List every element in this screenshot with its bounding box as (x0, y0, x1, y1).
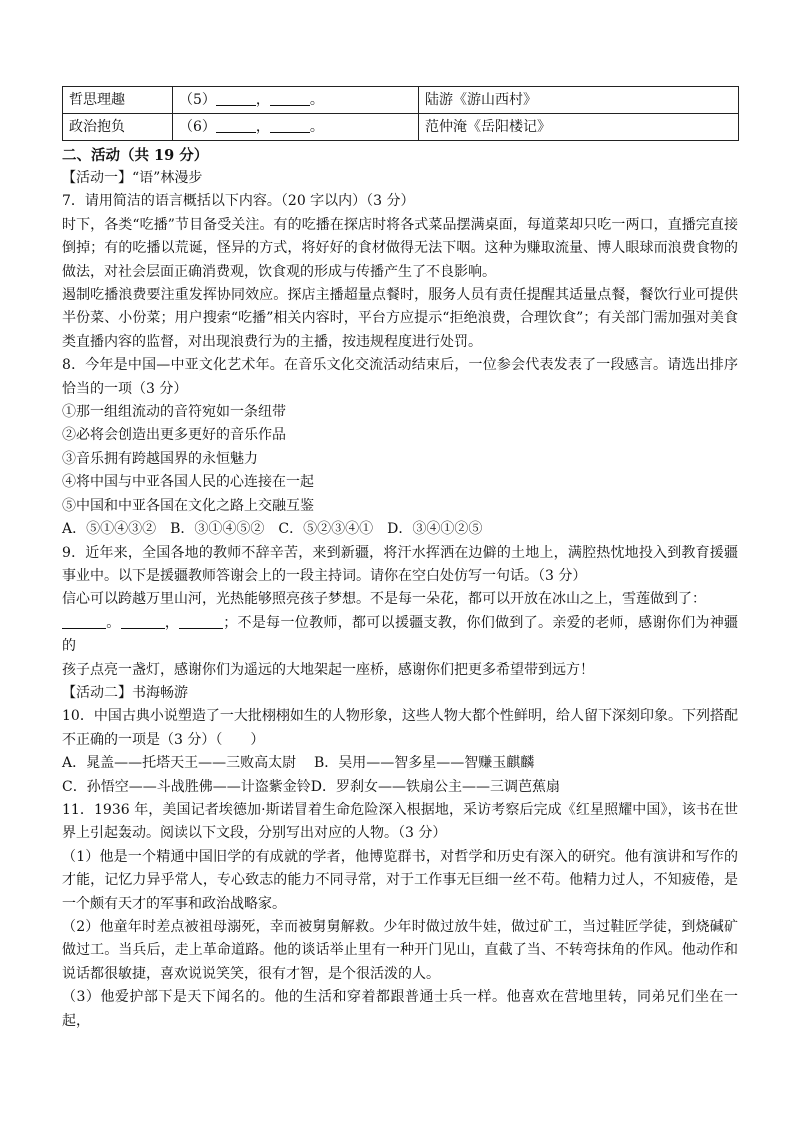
q11-stem: 11．1936 年，美国记者埃德加·斯诺冒着生命危险深入根据地，采访考察后完成《红星照耀中国》，该书在世界上引起轰动。阅读以下文段，分别写出对应的人物。（3 分） (62, 801, 738, 842)
q7-paragraph: 遏制吃播浪费要注重发挥协同效应。探店主播超量点餐时，服务人员有责任提醒其适量点餐，餐饮行业可提供半份菜、小份菜；用户搜索“吃播”相关内容时，平台方应提示“拒绝浪费，合理饮食”；有关部门需加强对美食类直播内容的监督，对出现浪费行为的主播，按违规程度进行处罚。 (62, 287, 738, 350)
end-mark: 。 (309, 92, 324, 108)
activity-1-name: “语”林漫步 (132, 170, 203, 186)
q8-stem: 8．今年是中国—中亚文化艺术年。在音乐文化交流活动结束后，一位参会代表发表了一段感言。请选出排序恰当的一项（3 分） (62, 357, 738, 397)
q8-item: ②必将会创造出更多更好的音乐作品 (62, 427, 286, 444)
separator: ， (255, 92, 270, 108)
activity-1-label: 【活动一】 (62, 170, 132, 186)
answer-blank[interactable] (216, 118, 256, 133)
q9-stem: 9．近年来，全国各地的教师不辞辛苦，来到新疆，将汗水挥洒在边僻的土地上，满腔热忱地投入到教育援疆事业中。以下是援疆教师答谢会上的一段主持词。请你在空白处仿写一句话。（3 分） (62, 544, 738, 584)
activity-2-heading: 【活动二】书海畅游 (62, 684, 188, 701)
q8-item: ⑤中国和中亚各国在文化之路上交融互鉴 (62, 497, 314, 514)
q10-stem: 10．中国古典小说塑造了一大批栩栩如生的人物形象，这些人物大都个性鲜明，给人留下深刻印象。下列搭配不正确的一项是（3 分）（ ） (62, 708, 738, 748)
q8-options (62, 518, 738, 541)
answer-blank[interactable] (62, 614, 106, 629)
q9-line-text: ；不是每一位教师，都可以援疆支教，你们做到了。亲爱的老师，感谢你们为神疆的 (62, 614, 739, 655)
q11-passage: （3）他爱护部下是天下闻名的。他的生活和穿着都跟普通士兵一样。他喜欢在营地里转，同弟兄们坐在一起， (62, 989, 738, 1029)
category-cell: 政治抱负 (63, 114, 173, 141)
q10-option-b[interactable]: B．吴用——智多星——智赚玉麒麟 (313, 755, 535, 772)
answer-blank[interactable] (270, 91, 310, 106)
blank-cell (173, 87, 419, 114)
q7-paragraph: 时下，各类“吃播”节目备受关注。有的吃播在探店时将各式菜品摆满桌面，每道菜却只吃一两口，直播完直接倒掉；有的吃播以荒诞，怪异的方式，将好好的食材做得无法下咽。这种为赚取流量、博人眼球而浪费食物的做法，对社会层面正确消费观，饮食观的形成与传播产生了不良影响。 (62, 216, 738, 280)
q10-option-c[interactable]: C．孙悟空——斗战胜佛——计盗紫金铃 (62, 778, 311, 795)
q10-option-d[interactable]: D．罗刹女——铁扇公主——三调芭蕉扇 (310, 778, 560, 795)
answer-blank[interactable] (179, 614, 223, 629)
answer-blank[interactable] (216, 91, 256, 106)
q8-option-b[interactable]: B．③①④⑤② (170, 521, 265, 538)
separator: ， (255, 119, 270, 135)
exam-page (62, 86, 738, 1033)
answer-blank[interactable] (270, 118, 310, 133)
source-cell: 范仲淹《岳阳楼记》 (419, 114, 739, 141)
table-row (63, 114, 739, 141)
blank-cell (173, 114, 419, 141)
blank-number: （5） (179, 92, 216, 108)
activity-1-heading (62, 167, 738, 190)
q8-option-a[interactable]: A．⑤①④③② (62, 521, 157, 538)
q8-item: ④将中国与中亚各国人民的心连接在一起 (62, 474, 314, 491)
q10-options-row (62, 752, 738, 775)
answer-blank[interactable] (121, 614, 165, 629)
source-cell: 陆游《游山西村》 (419, 87, 739, 114)
table-row (63, 87, 739, 114)
q11-passage: （2）他童年时差点被祖母溺死，幸而被舅舅解救。少年时做过放牛娃，做过矿工，当过鞋匠学徒，到烧碱矿做过工。当兵后，走上革命道路。他的谈话举止里有一种开门见山，直截了当、不转弯抹角的作风。他动作和说话都很敏捷，喜欢说说笑笑，很有才智，是个很活泼的人。 (62, 919, 738, 982)
q9-line: 。 ， ；不是每一位教师，都可以援疆支教，你们做到了。亲爱的老师，感谢你们为神疆的 (62, 614, 739, 655)
poetry-fill-table (62, 86, 739, 141)
q7-stem: 7．请用简洁的语言概括以下内容。（20 字以内）（3 分） (62, 193, 415, 210)
section-2-title: 二、活动（共 19 分） (62, 147, 209, 164)
q8-item: ③音乐拥有跨越国界的永恒魅力 (62, 450, 258, 467)
q10-option-a[interactable]: A．晁盖——托塔天王——三败高太尉 (62, 755, 297, 772)
blank-number: （6） (179, 119, 216, 135)
q9-line: 孩子点亮一盏灯，感谢你们为遥远的大地架起一座桥，感谢你们把更多希望带到远方！ (62, 661, 594, 678)
q8-option-c[interactable]: C．⑤②③④① (278, 521, 374, 538)
end-mark: 。 (309, 119, 324, 135)
category-cell: 哲思理趣 (63, 87, 173, 114)
q8-item: ①那一组组流动的音符宛如一条纽带 (62, 404, 286, 421)
q8-option-d[interactable]: D．③④①②⑤ (387, 521, 483, 538)
q11-passage: （1）他是一个精通中国旧学的有成就的学者，他博览群书，对哲学和历史有深入的研究。他有演讲和写作的才能，记忆力异乎常人，专心致志的能力不同寻常，对于工作事无巨细一丝不苟。他精力过人，不知疲倦，是一个颇有天才的军事和政治战略家。 (62, 848, 738, 912)
q10-options-row (62, 776, 738, 799)
q9-line: 信心可以跨越万里山河，光热能够照亮孩子梦想。不是每一朵花，都可以开放在冰山之上，雪莲做到了： (62, 591, 706, 608)
